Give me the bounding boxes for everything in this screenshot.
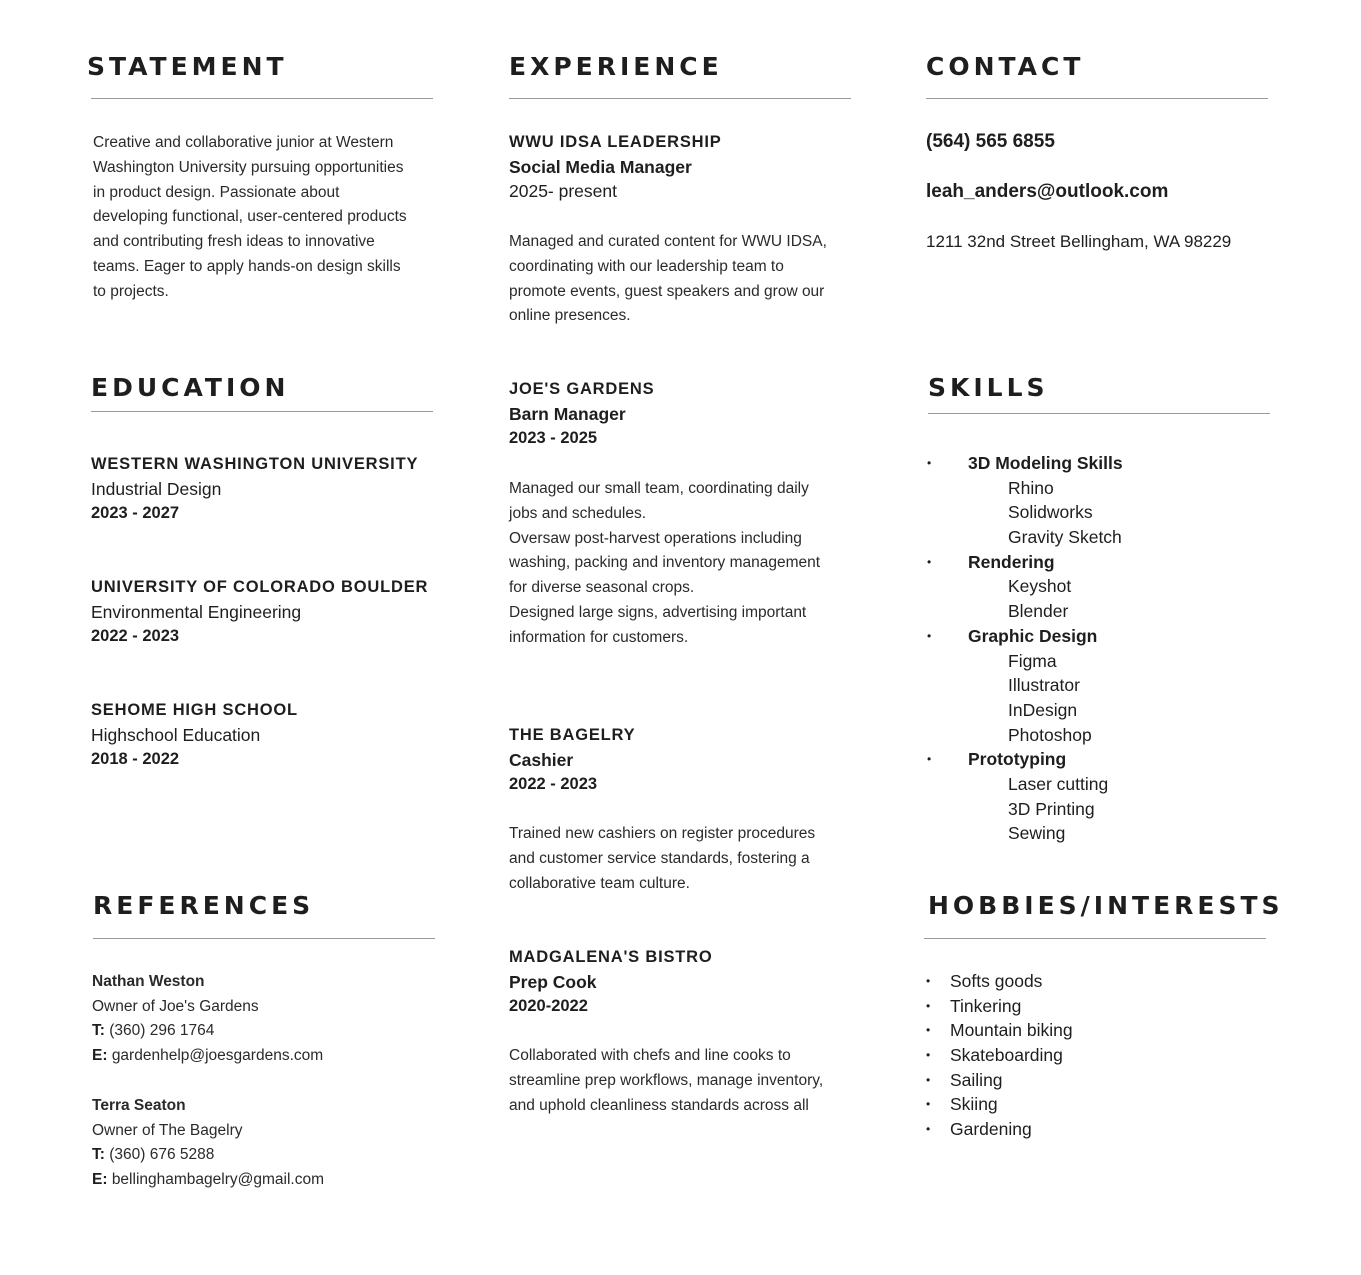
skill-tool-row	[927, 649, 1287, 674]
job-role: Prep Cook	[509, 971, 597, 992]
skill-tool-row	[927, 599, 1287, 624]
reference-title: Owner of Joe's Gardens	[92, 997, 259, 1015]
skill-category: Rendering	[968, 551, 1055, 572]
job-desc-line: Oversaw post-harvest operations including	[509, 529, 802, 547]
skill-tool: Laser cutting	[1008, 773, 1109, 794]
skill-tool-row	[927, 476, 1287, 501]
job-desc-line: online presences.	[509, 307, 631, 325]
school-dates: 2023 - 2027	[91, 504, 180, 523]
bullet-icon: •	[926, 1023, 931, 1038]
skill-tool-row	[927, 574, 1287, 599]
reference-entry	[92, 970, 323, 1069]
experience-entry	[509, 377, 654, 451]
skill-tool: Gravity Sketch	[1008, 527, 1122, 548]
skill-tool: Keyshot	[1008, 576, 1072, 597]
job-dates: 2025- present	[509, 181, 617, 202]
job-dates: 2023 - 2025	[509, 429, 598, 448]
job-desc-line: collaborative team culture.	[509, 874, 690, 892]
education-heading: EDUCATION	[91, 373, 290, 402]
skill-tool: Sewing	[1008, 823, 1066, 844]
job-desc-line: coordinating with our leadership team to	[509, 257, 784, 275]
skill-tool: Blender	[1008, 601, 1069, 622]
school-dates: 2018 - 2022	[91, 750, 180, 769]
contact-phone: (564) 565 6855	[926, 131, 1055, 152]
skill-category-row	[927, 451, 1287, 476]
job-desc-line: washing, packing and inventory management	[509, 554, 821, 572]
skill-tool-row	[927, 698, 1287, 723]
bullet-icon: •	[926, 1048, 931, 1063]
job-description	[509, 230, 827, 329]
job-desc-line: streamline prep workflows, manage inventory,	[509, 1071, 824, 1089]
statement-line: Creative and collaborative junior at Western	[93, 134, 394, 151]
hobbies-list	[926, 969, 1226, 1142]
school-program: Environmental Engineering	[91, 601, 302, 622]
statement-line: to projects.	[93, 282, 169, 300]
skill-tool: Solidworks	[1008, 502, 1093, 523]
education-entry	[91, 452, 418, 526]
hobby-label: Mountain biking	[950, 1020, 1073, 1041]
job-desc-line: Managed and curated content for WWU IDSA,	[509, 233, 827, 250]
job-desc-line: Collaborated with chefs and line cooks to	[509, 1047, 791, 1064]
skill-tool-row	[927, 500, 1287, 525]
bullet-icon: •	[926, 998, 931, 1013]
bullet-icon: •	[926, 1122, 931, 1137]
hobby-label: Gardening	[950, 1119, 1032, 1140]
skill-tool-row	[927, 673, 1287, 698]
job-desc-line: Managed our small team, coordinating daily	[509, 480, 809, 497]
references-divider	[93, 938, 435, 939]
contact-heading: CONTACT	[926, 52, 1085, 81]
job-description	[509, 477, 820, 651]
statement-text	[93, 131, 407, 305]
skill-tool: Figma	[1008, 650, 1057, 671]
phone-label: T:	[92, 1022, 105, 1040]
job-org: MADGALENA'S BISTRO	[509, 948, 713, 966]
job-role: Cashier	[509, 749, 574, 770]
job-desc-line: jobs and schedules.	[509, 504, 647, 522]
experience-divider	[509, 98, 851, 99]
experience-entry	[509, 723, 635, 797]
skill-tool-row	[927, 821, 1287, 846]
skills-divider	[928, 413, 1270, 414]
reference-phone-row	[92, 1143, 324, 1168]
job-desc-line: promote events, guest speakers and grow our	[509, 282, 825, 300]
contact-divider	[926, 98, 1268, 99]
hobby-item	[926, 1117, 1226, 1142]
school-name: SEHOME HIGH SCHOOL	[91, 701, 298, 719]
job-description	[509, 1044, 823, 1118]
education-divider	[91, 411, 433, 412]
school-name: WESTERN WASHINGTON UNIVERSITY	[91, 455, 419, 473]
reference-name: Nathan Weston	[92, 973, 205, 990]
bullet-icon: •	[926, 1072, 931, 1087]
job-org: JOE'S GARDENS	[509, 380, 655, 398]
statement-line: developing functional, user-centered products	[93, 208, 407, 226]
skill-tool: Rhino	[1008, 477, 1054, 498]
statement-line: and contributing fresh ideas to innovative	[93, 233, 375, 251]
skill-tool-row	[927, 797, 1287, 822]
school-name: UNIVERSITY OF COLORADO BOULDER	[91, 578, 429, 596]
skill-category-row	[927, 624, 1287, 649]
phone-label: T:	[92, 1146, 105, 1164]
bullet-icon: •	[927, 456, 932, 470]
reference-title: Owner of The Bagelry	[92, 1121, 243, 1139]
reference-entry	[92, 1094, 324, 1193]
bullet-icon: •	[927, 628, 932, 643]
hobby-item	[926, 1018, 1226, 1043]
skill-tool-row	[927, 525, 1287, 550]
skill-category: Graphic Design	[968, 625, 1098, 646]
statement-line: Washington University pursuing opportunities	[93, 158, 404, 176]
experience-heading: EXPERIENCE	[509, 52, 723, 81]
hobbies-divider	[924, 938, 1266, 939]
hobby-item	[926, 1092, 1226, 1117]
job-dates: 2022 - 2023	[509, 775, 598, 794]
skills-list	[927, 451, 1287, 846]
job-desc-line: information for customers.	[509, 628, 689, 646]
hobby-label: Softs goods	[950, 971, 1043, 991]
contact-address: 1211 32nd Street Bellingham, WA 98229	[926, 232, 1232, 251]
skill-tool: InDesign	[1008, 699, 1078, 720]
job-role: Social Media Manager	[509, 156, 692, 177]
bullet-icon: •	[927, 554, 932, 569]
hobby-item	[926, 1068, 1226, 1093]
email-label: E:	[92, 1171, 108, 1189]
school-program: Highschool Education	[91, 724, 261, 745]
skill-tool: Photoshop	[1008, 724, 1092, 745]
skill-tool-row	[927, 772, 1287, 797]
hobby-label: Skiing	[950, 1094, 998, 1115]
education-entry	[91, 575, 428, 649]
hobby-label: Sailing	[950, 1069, 1003, 1090]
references-heading: REFERENCES	[93, 891, 315, 920]
statement-divider	[91, 98, 433, 99]
job-description	[509, 822, 815, 896]
job-desc-line: and uphold cleanliness standards across all	[509, 1096, 809, 1114]
statement-line: in product design. Passionate about	[93, 183, 340, 201]
skill-category-row	[927, 747, 1287, 772]
skill-category: 3D Modeling Skills	[968, 453, 1123, 473]
reference-email-row	[92, 1168, 324, 1193]
job-desc-line: Designed large signs, advertising important	[509, 603, 807, 621]
reference-email: gardenhelp@joesgardens.com	[111, 1047, 324, 1065]
reference-phone: (360) 676 5288	[109, 1146, 215, 1164]
email-label: E:	[92, 1047, 108, 1065]
hobby-label: Tinkering	[950, 995, 1022, 1016]
skill-tool-row	[927, 723, 1287, 748]
hobbies-heading: HOBBIES/INTERESTS	[928, 891, 1284, 920]
job-org: THE BAGELRY	[509, 726, 636, 744]
education-entry	[91, 698, 298, 772]
skill-category-row	[927, 550, 1287, 575]
job-desc-line: and customer service standards, fostering a	[509, 849, 810, 867]
reference-phone: (360) 296 1764	[109, 1022, 215, 1040]
bullet-icon: •	[926, 974, 931, 988]
reference-email-row	[92, 1044, 323, 1069]
school-program: Industrial Design	[91, 478, 222, 499]
job-role: Barn Manager	[509, 403, 626, 424]
hobby-label: Skateboarding	[950, 1045, 1063, 1066]
bullet-icon: •	[926, 1097, 931, 1112]
experience-entry	[509, 945, 713, 1019]
job-dates: 2020-2022	[509, 997, 588, 1016]
statement-heading: STATEMENT	[87, 52, 288, 81]
contact-email: leah_anders@outlook.com	[926, 181, 1169, 202]
skill-tool: 3D Printing	[1008, 798, 1095, 819]
job-desc-line: Trained new cashiers on register procedures	[509, 825, 816, 842]
hobby-item	[926, 1043, 1226, 1068]
skill-category: Prototyping	[968, 749, 1067, 770]
school-dates: 2022 - 2023	[91, 627, 180, 646]
reference-phone-row	[92, 1019, 323, 1044]
statement-line: teams. Eager to apply hands-on design skills	[93, 257, 401, 275]
skills-heading: SKILLS	[928, 373, 1049, 402]
reference-name: Terra Seaton	[92, 1097, 186, 1114]
hobby-item	[926, 994, 1226, 1019]
hobby-item	[926, 969, 1226, 994]
skill-tool: Illustrator	[1008, 675, 1080, 696]
experience-entry	[509, 130, 722, 204]
job-desc-line: for diverse seasonal crops.	[509, 579, 695, 597]
reference-email: bellinghambagelry@gmail.com	[111, 1171, 324, 1189]
job-org: WWU IDSA LEADERSHIP	[509, 133, 722, 151]
bullet-icon: •	[927, 752, 932, 767]
